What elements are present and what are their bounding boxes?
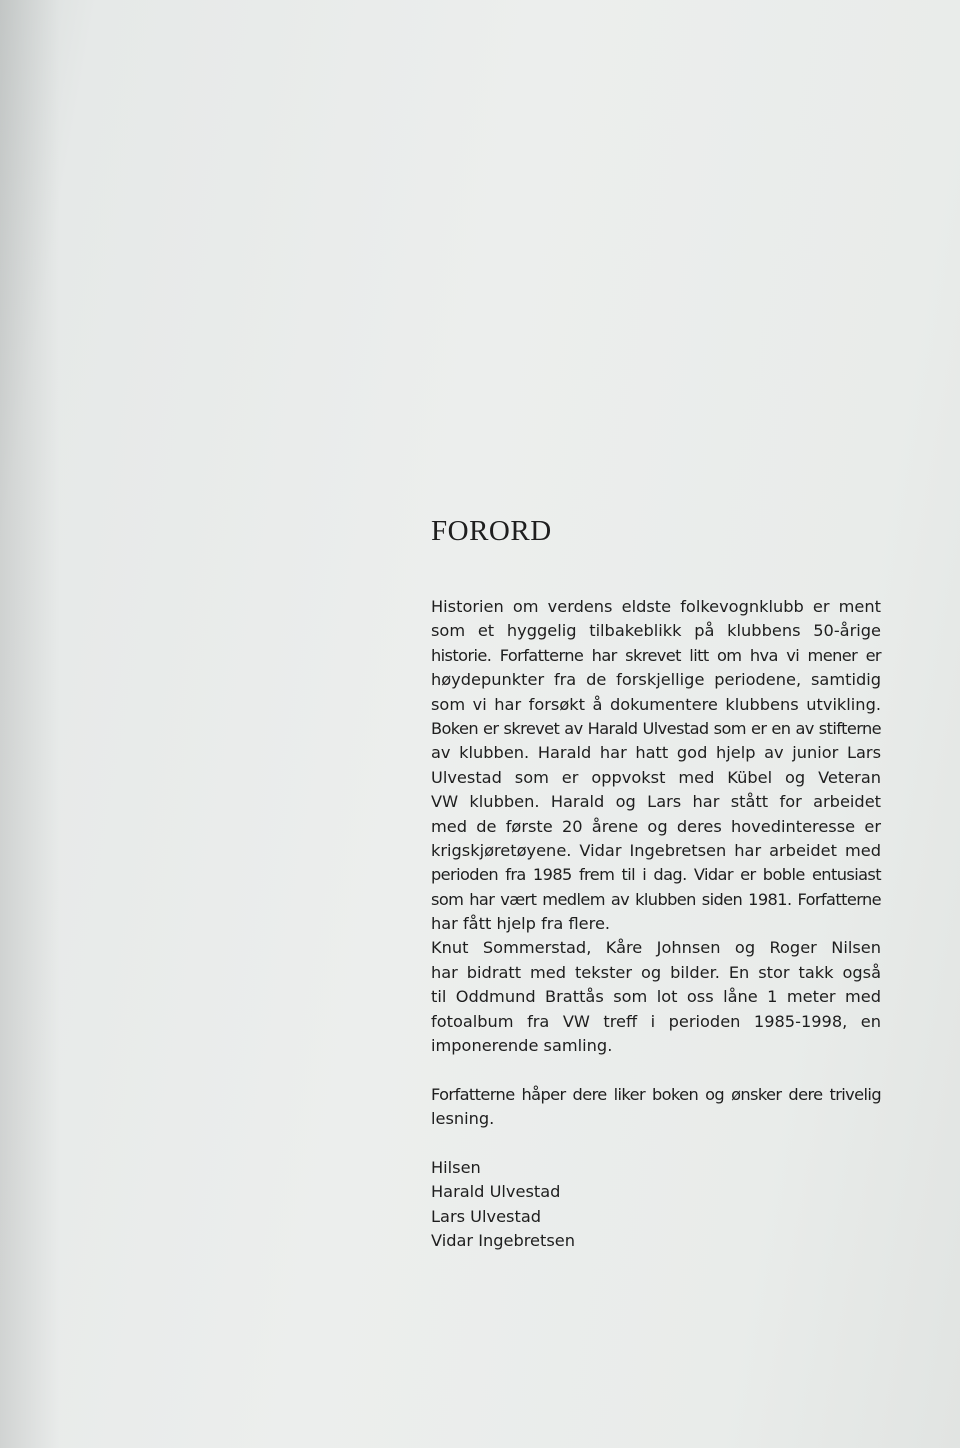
page-spine-shadow: [0, 0, 60, 1448]
paragraph-spacer: [431, 1058, 881, 1082]
signatory-name: Harald Ulvestad: [431, 1182, 561, 1202]
foreword-title: FORORD: [431, 515, 552, 547]
text-line: som et hyggelig tilbakeblikk på klubbens 50-årige: [431, 621, 881, 641]
text-line: som har vært medlem av klubben siden 1981. Forfatterne: [431, 889, 881, 909]
foreword-paragraph-2: [431, 1083, 881, 1132]
text-line: perioden fra 1985 frem til i dag. Vidar er boble entusiast: [431, 865, 881, 885]
foreword-text-block: [431, 513, 881, 1254]
text-line: med de første 20 årene og deres hovedinteresse er: [431, 816, 881, 836]
signatory-name: Lars Ulvestad: [431, 1206, 542, 1226]
text-line: til Oddmund Brattås som lot oss låne 1 meter med: [431, 987, 881, 1007]
text-line: høydepunkter fra de forskjellige periodene, samtidig: [431, 670, 881, 690]
text-line: imponerende samling.: [431, 1036, 613, 1056]
text-line: lesning.: [431, 1109, 495, 1129]
text-line: krigskjøretøyene. Vidar Ingebretsen har arbeidet med: [431, 840, 881, 860]
text-line: som vi har forsøkt å dokumentere klubbens utvikling.: [431, 694, 881, 714]
text-line: Ulvestad som er oppvokst med Kübel og Veteran: [431, 767, 881, 787]
foreword-paragraph-1: [431, 595, 881, 1058]
text-line: har bidratt med tekster og bilder. En stor takk også: [431, 962, 881, 982]
signature-block: [431, 1156, 881, 1254]
text-line: VW klubben. Harald og Lars har stått for arbeidet: [431, 792, 881, 812]
text-line: fotoalbum fra VW treff i perioden 1985-1998, en: [431, 1011, 881, 1031]
closing-greeting: Hilsen: [431, 1157, 481, 1177]
text-line: har fått hjelp fra flere.: [431, 914, 611, 934]
text-line: av klubben. Harald har hatt god hjelp av junior Lars: [431, 743, 881, 763]
paragraph-spacer: [431, 1132, 881, 1156]
text-line: Forfatterne håper dere liker boken og ønsker dere trivelig: [431, 1084, 881, 1104]
text-line: Historien om verdens eldste folkevognklubb er ment: [431, 597, 881, 616]
text-line: Boken er skrevet av Harald Ulvestad som er en av stifterne: [431, 718, 881, 738]
text-line: historie. Forfatterne har skrevet litt om hva vi mener er: [431, 645, 881, 665]
text-line: Knut Sommerstad, Kåre Johnsen og Roger Nilsen: [431, 938, 881, 958]
signatory-name: Vidar Ingebretsen: [431, 1231, 576, 1251]
